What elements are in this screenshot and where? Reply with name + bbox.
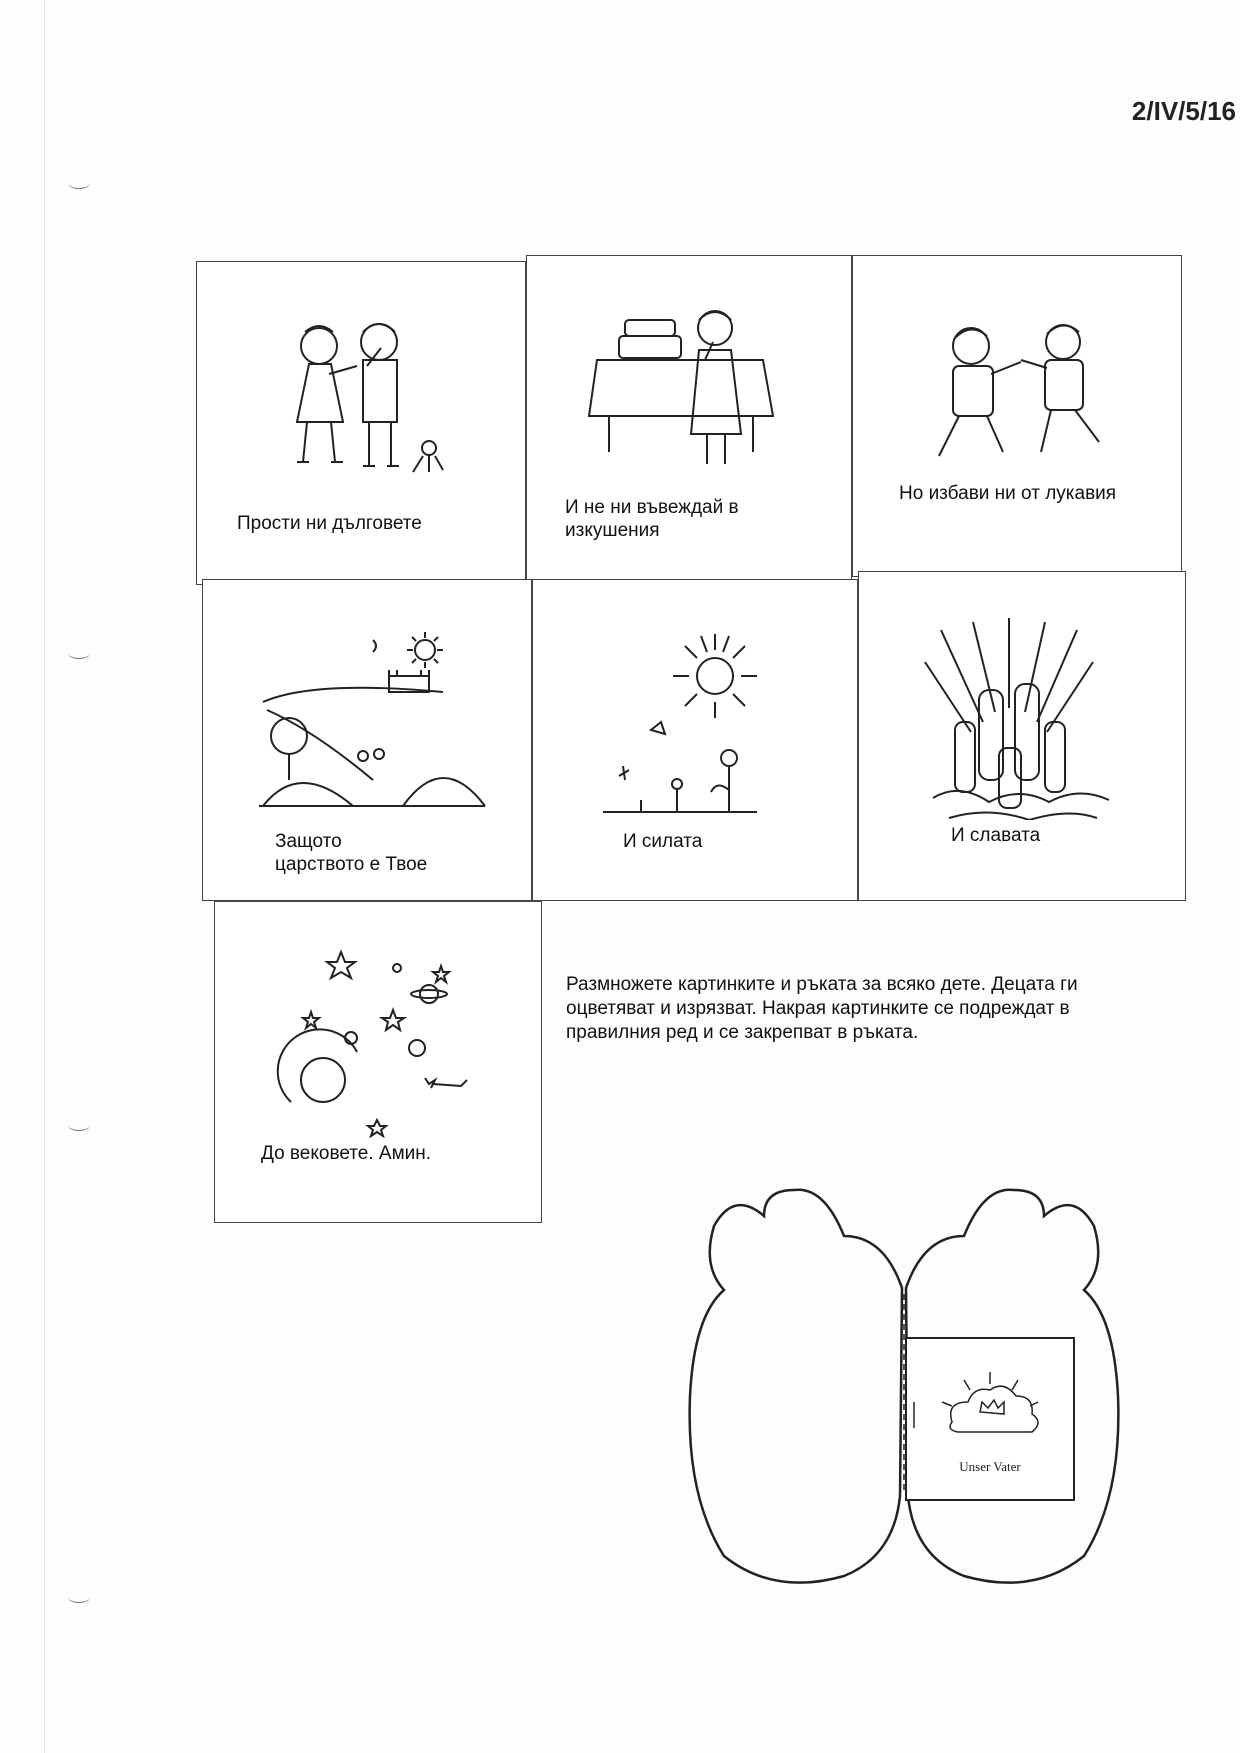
punch-hole-mark: [68, 648, 90, 659]
card-forgive-debts: [196, 261, 526, 585]
praying-hands-outline: [684, 1176, 1124, 1596]
card-caption: И славата: [941, 820, 1121, 868]
page-edge: [44, 0, 45, 1753]
card-caption: И не ни въвеждай в изкушения: [555, 492, 825, 554]
card-kingdom: [202, 579, 532, 901]
card-caption: Но избави ни от лукавия: [889, 478, 1151, 540]
hand-template: [684, 1176, 1124, 1601]
mini-card-title: Unser Vater: [959, 1459, 1021, 1474]
card-lead-not-into-temptation: [526, 255, 852, 585]
card-caption: До вековете. Амин.: [251, 1138, 501, 1188]
card-caption: Прости ни дълговете: [227, 498, 497, 564]
card-forever-amen: [214, 901, 542, 1223]
punch-hole-mark: [68, 1120, 90, 1131]
picture-card-grid: [196, 255, 1186, 1223]
punch-hole-mark: [68, 1592, 90, 1603]
card-power: [532, 579, 858, 901]
punch-hole-mark: [68, 178, 90, 189]
card-caption: И силата: [613, 826, 783, 876]
mini-card: [906, 1338, 1074, 1500]
card-deliver-from-evil: [852, 255, 1182, 577]
instructions-text: Размножете картинките и ръката за всяко дете. Децата ги оцветяват и изрязват. Накрая картинките се подреждат в правилния ред и се закрепват в ръката.: [566, 974, 1078, 1043]
document-code: 2/IV/5/16: [1131, 96, 1236, 126]
card-caption: Защото царството е Твое: [265, 826, 443, 890]
card-glory: [858, 571, 1186, 901]
